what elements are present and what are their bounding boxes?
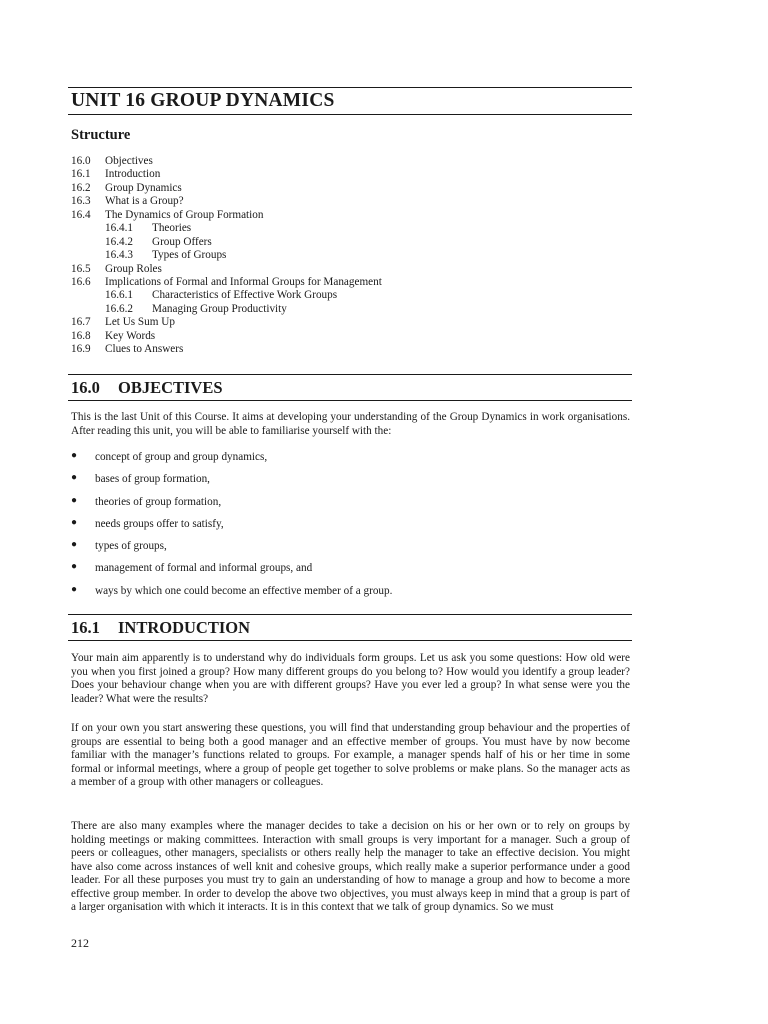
bullet-icon: ● — [71, 516, 78, 528]
title-rule-bottom — [68, 114, 632, 115]
toc-number: 16.8 — [71, 329, 91, 342]
objectives-rule-bottom — [68, 400, 632, 401]
toc-number: 16.1 — [71, 168, 91, 181]
section-title: INTRODUCTION — [118, 618, 251, 637]
list-item-text: management of formal and informal groups, and — [95, 562, 313, 575]
bullet-icon: ● — [71, 583, 78, 595]
toc-label: Clues to Answers — [105, 343, 184, 356]
title-rule-top — [68, 87, 632, 88]
section-number: 16.1 — [71, 618, 100, 637]
list-item-text: bases of group formation, — [95, 473, 210, 486]
toc-label: Objectives — [105, 155, 153, 167]
objectives-heading — [71, 378, 223, 398]
toc-number: 16.6.2 — [105, 302, 133, 315]
introduction-rule-bottom — [68, 640, 632, 641]
list-item-text: concept of group and group dynamics, — [95, 451, 268, 463]
toc-number: 16.7 — [71, 316, 91, 329]
list-item-text: ways by which one could become an effective member of a group. — [95, 584, 393, 597]
unit-title: UNIT 16 GROUP DYNAMICS — [71, 90, 335, 111]
section-title: OBJECTIVES — [118, 378, 223, 397]
toc-label: The Dynamics of Group Formation — [105, 208, 264, 221]
toc-number: 16.2 — [71, 181, 91, 194]
toc-label: Group Offers — [152, 235, 212, 248]
toc-number: 16.4.2 — [105, 235, 133, 248]
toc-label: Types of Groups — [152, 249, 227, 262]
introduction-paragraph-2: If on your own you start answering these questions, you will find that understanding group behaviour and the properties of groups are essential to being both a good manager and an effective member of groups. You must have by now become familiar with the manager’s functions related to groups. For example, a manager spends half of his or her time in some formal or informal meetings, where a group of people get together to solve problems or make plans. So the manager acts as a member of a group with other managers or colleagues. — [71, 722, 630, 788]
toc-label: Key Words — [105, 329, 156, 342]
toc-number: 16.9 — [71, 343, 91, 356]
toc-number: 16.5 — [71, 262, 91, 275]
toc-label: Characteristics of Effective Work Groups — [152, 289, 338, 302]
list-item-text: theories of group formation, — [95, 495, 222, 508]
list-item-text: needs groups offer to satisfy, — [95, 517, 224, 530]
bullet-icon: ● — [71, 472, 78, 484]
toc-number: 16.0 — [71, 155, 91, 167]
toc-number: 16.3 — [71, 195, 91, 208]
bullet-icon: ● — [71, 494, 78, 506]
toc-label: Introduction — [105, 168, 161, 181]
toc-label: Managing Group Productivity — [152, 302, 287, 315]
toc-number: 16.4.1 — [105, 222, 133, 235]
toc-number: 16.6 — [71, 275, 91, 288]
introduction-paragraph-3: There are also many examples where the manager decides to take a decision on his or her own or to rely on groups by holding meetings or making committees. Interaction with small groups is very important for a manager. Such a group of peers or colleagues, other managers, specialists or others really help the manager to take an effective decision. You might have also come across instances of well knit and cohesive groups, which really make a superior performance under a good leader. For all these purposes you must try to gain an understanding of how to manage a group and how to become a more effective group member. In order to develop the above two objectives, you must always keep in mind that a group is part of a larger organisation with which it interacts. It is in this context that we talk of group dynamics. So we must — [71, 820, 630, 913]
toc-label: Implications of Formal and Informal Groups for Management — [105, 275, 382, 288]
objectives-rule-top — [68, 374, 632, 375]
toc-label: Group Roles — [105, 262, 162, 275]
toc-label: Theories — [152, 222, 192, 235]
objectives-intro: This is the last Unit of this Course. It aims at developing your understanding of the Group Dynamics in work organisations. After reading this unit, you will be able to familiarise yourself with the: — [71, 411, 630, 437]
section-number: 16.0 — [71, 378, 100, 397]
introduction-heading — [71, 618, 250, 638]
toc-label: Let Us Sum Up — [105, 316, 175, 329]
toc-number: 16.6.1 — [105, 289, 133, 302]
bullet-icon: ● — [71, 450, 78, 461]
introduction-rule-top — [68, 614, 632, 615]
bullet-icon: ● — [71, 539, 78, 551]
toc-label: Group Dynamics — [105, 181, 182, 194]
page-number: 212 — [71, 936, 89, 950]
introduction-paragraph-1: Your main aim apparently is to understand why do individuals form groups. Let us ask you some questions: How old were you when you first joined a group? How many different groups do you belong to? How would you identify a group leader? Does your behaviour change when you are with different groups? Have you ever led a group? In what sense were you the leader? What were the results? — [71, 652, 630, 705]
toc-number: 16.4 — [71, 208, 91, 221]
bullet-icon: ● — [71, 561, 78, 573]
toc-label: What is a Group? — [105, 195, 184, 208]
list-item-text: types of groups, — [95, 540, 167, 553]
structure-heading: Structure — [71, 127, 131, 143]
toc-number: 16.4.3 — [105, 249, 133, 262]
